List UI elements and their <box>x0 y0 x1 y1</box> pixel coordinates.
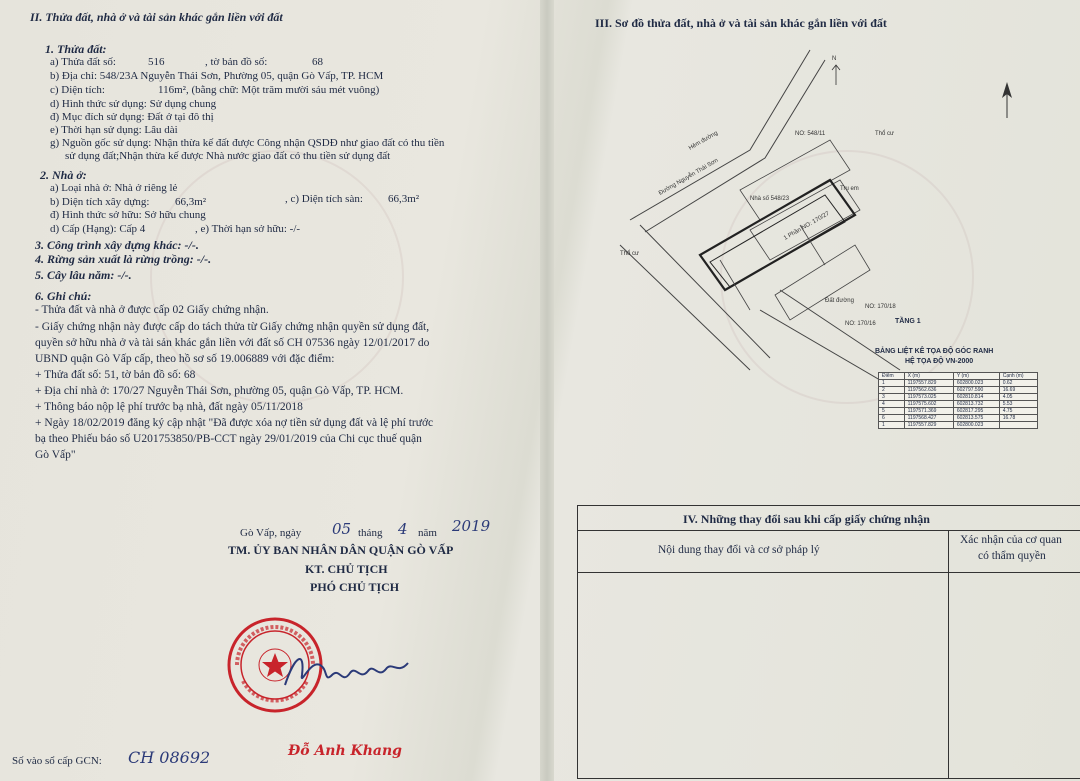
coord-header: X (m) <box>904 373 953 380</box>
area-text: 1 Phần NO: 170/27 <box>783 210 831 242</box>
table-cell: 1197562.636 <box>904 387 953 394</box>
site-plan <box>600 40 920 380</box>
house-heading: 2. Nhà ở: <box>40 168 87 182</box>
use-origin-1: g) Nguồn gốc sử dụng: Nhận thừa kế đất được Công nhận QSDĐ như giao đất có thu tiền <box>50 137 445 149</box>
table-row <box>879 422 1038 429</box>
table-row <box>879 387 1038 394</box>
utility-pole-label: Trụ em <box>840 186 859 192</box>
vice-chair-title: PHÓ CHỦ TỊCH <box>310 580 400 594</box>
alley-text: Hẻm đường <box>688 130 719 152</box>
table-cell: 2 <box>879 387 905 394</box>
table-cell: 16.78 <box>999 415 1037 422</box>
use-term: e) Thời hạn sử dụng: Lâu dài <box>50 124 178 136</box>
neighbor-label-1: Thổ cư <box>620 251 640 257</box>
table-cell: 4 <box>879 401 905 408</box>
neighbor-no-2: NO: 170/18 <box>865 304 896 310</box>
signature <box>280 645 420 695</box>
table-row <box>879 394 1038 401</box>
registry-label: Số vào sổ cấp GCN: <box>12 755 102 767</box>
ownership-form: đ) Hình thức sở hữu: Sở hữu chung <box>50 209 206 221</box>
section-3-title: III. Sơ đồ thửa đất, nhà ở và tài sản khác gắn liền với đất <box>595 16 887 30</box>
use-purpose: đ) Mục đích sử dụng: Đất ở tại đô thị <box>50 111 214 123</box>
note-3: + Thửa đất số: 51, tờ bản đồ số: 68 <box>35 369 196 381</box>
coord-header: Y (m) <box>953 373 999 380</box>
note-4: + Địa chỉ nhà ở: 170/27 Nguyễn Thái Sơn, phường 05, quận Gò Vấp, TP. HCM. <box>35 385 404 397</box>
neighbor-no-1: NO: 548/11 <box>795 131 826 137</box>
map-sheet-label: , tờ bản đồ số: <box>205 56 268 68</box>
registry-number: CH 08692 <box>128 748 211 767</box>
note-2c: UBND quận Gò Vấp cấp, theo hồ sơ số 19.006889 với đặc điểm: <box>35 353 335 365</box>
other-works: 3. Công trình xây dựng khác: -/-. <box>35 238 199 252</box>
signer-name: Đỗ Anh Khang <box>288 743 402 759</box>
note-1: - Thửa đất và nhà ở được cấp 02 Giấy chứng nhận. <box>35 304 269 316</box>
note-5: + Thông báo nộp lệ phí trước bạ nhà, đất ngày 05/11/2018 <box>35 401 303 413</box>
table-cell: 4.05 <box>999 394 1037 401</box>
build-area-value: 66,3m² <box>175 196 207 208</box>
column-divider <box>948 530 949 778</box>
table-cell: 1197568.427 <box>904 415 953 422</box>
watermark-left <box>150 150 404 404</box>
table-cell: 4.75 <box>999 408 1037 415</box>
authority-confirm-header-1: Xác nhận của cơ quan <box>960 534 1062 546</box>
floor-area-label: , c) Diện tích sàn: <box>285 193 363 205</box>
page-fold <box>540 0 554 781</box>
table-cell: 1197571.369 <box>904 408 953 415</box>
date-day: 05 <box>332 520 352 538</box>
address-line: b) Địa chỉ: 548/23A Nguyễn Thái Sơn, Phường 05, quận Gò Vấp, TP. HCM <box>50 70 384 82</box>
table-cell: 602800.023 <box>953 380 999 387</box>
coord-header: Cạnh (m) <box>999 373 1037 380</box>
coord-header-row <box>879 373 1038 380</box>
note-2b: quyền sở hữu nhà ở và tài sản khác gắn liền với đất số CH 07536 ngày 12/01/2017 do <box>35 337 430 349</box>
north-arrow-label: N <box>832 56 837 62</box>
note-2a: - Giấy chứng nhận này được cấp do tách thửa từ Giấy chứng nhận quyền sử dụng đất, <box>35 321 430 333</box>
parcel-number: 516 <box>148 56 165 68</box>
ditch-label: Đất đường <box>825 298 854 304</box>
map-sheet-number: 68 <box>312 56 323 68</box>
build-area-label: b) Diện tích xây dựng: <box>50 196 150 208</box>
authority-confirm-header-2: có thẩm quyền <box>978 550 1046 562</box>
table-row <box>879 415 1038 422</box>
ownership-term: , e) Thời hạn sở hữu: -/- <box>195 223 301 235</box>
parcel-label: Nhà số 548/23 <box>750 196 790 202</box>
notes-heading: 6. Ghi chú: <box>35 289 92 303</box>
date-prefix: Gò Vấp, ngày <box>240 527 302 539</box>
note-6b: bạ theo Phiếu báo số U201753850/PB-CCT ngày 29/01/2019 của Chi cục thuế quận <box>35 433 422 445</box>
table-cell: 602813.575 <box>953 415 999 422</box>
table-cell: 1 <box>879 380 905 387</box>
table-cell: 1197557.829 <box>904 380 953 387</box>
date-year: 2019 <box>452 517 491 535</box>
use-origin-2: sử dụng đất;Nhận thừa kế được Nhà nước giao đất có thu tiền sử dụng đất <box>65 150 391 162</box>
table-row <box>879 401 1038 408</box>
header-divider <box>578 572 1080 573</box>
coord-table-title-2: HỆ TỌA ĐỘ VN-2000 <box>905 358 974 365</box>
table-divider <box>578 530 1080 531</box>
on-behalf-chair: KT. CHỦ TỊCH <box>305 562 388 576</box>
neighbor-no-3: NO: 170/16 <box>845 321 876 327</box>
parcel-number-label: a) Thửa đất số: <box>50 56 116 68</box>
changes-table <box>577 505 1080 779</box>
table-cell: 5.53 <box>999 401 1037 408</box>
area-label: c) Diện tích: <box>50 84 105 96</box>
table-cell: 602800.023 <box>953 422 999 429</box>
house-grade: d) Cấp (Hạng): Cấp 4 <box>50 223 146 235</box>
note-6c: Gò Vấp" <box>35 449 76 461</box>
table-row <box>879 380 1038 387</box>
table-cell: 1197573.025 <box>904 394 953 401</box>
table-cell: 5 <box>879 408 905 415</box>
table-cell: 1 <box>879 422 905 429</box>
house-type: a) Loại nhà ở: Nhà ở riêng lẻ <box>50 182 178 194</box>
section-2-title: II. Thửa đất, nhà ở và tài sản khác gắn liền với đất <box>30 10 283 24</box>
table-cell: 16.69 <box>999 387 1037 394</box>
floor-label: TẦNG 1 <box>895 318 921 325</box>
table-row <box>879 408 1038 415</box>
date-month-label: tháng <box>358 527 383 539</box>
use-form: d) Hình thức sử dụng: Sử dụng chung <box>50 98 217 110</box>
table-cell: 1197575.602 <box>904 401 953 408</box>
date-month: 4 <box>398 520 408 538</box>
planted-forest: 4. Rừng sản xuất là rừng trồng: -/-. <box>35 252 212 266</box>
area-value: 116m², (bằng chữ: Một trăm mười sáu mét vuông) <box>158 84 380 96</box>
floor-area-value: 66,3m² <box>388 193 420 205</box>
table-cell: 602810.814 <box>953 394 999 401</box>
perennial-trees: 5. Cây lâu năm: -/-. <box>35 268 132 282</box>
table-cell <box>999 422 1037 429</box>
issuing-org: TM. ỦY BAN NHÂN DÂN QUẬN GÒ VẤP <box>228 543 454 557</box>
table-cell: 0.62 <box>999 380 1037 387</box>
change-content-header: Nội dung thay đổi và cơ sở pháp lý <box>658 544 820 556</box>
note-6a: + Ngày 18/02/2019 đăng ký cập nhật "Đã được xóa nợ tiền sử dụng đất và lệ phí trước <box>35 417 434 429</box>
land-heading: 1. Thửa đất: <box>45 42 107 56</box>
road-text: Đường Nguyễn Thái Sơn <box>658 157 720 197</box>
neighbor-label-2: Thổ cư <box>875 131 895 137</box>
table-cell: 6 <box>879 415 905 422</box>
coord-header: Điểm <box>879 373 905 380</box>
table-cell: 602817.295 <box>953 408 999 415</box>
date-year-label: năm <box>418 527 437 539</box>
table-cell: 1197557.829 <box>904 422 953 429</box>
section-4-title: IV. Những thay đổi sau khi cấp giấy chứng nhận <box>683 512 930 526</box>
table-cell: 602797.590 <box>953 387 999 394</box>
table-cell: 3 <box>879 394 905 401</box>
coordinate-table <box>878 372 1038 429</box>
table-cell: 602813.732 <box>953 401 999 408</box>
coord-table-title-1: BẢNG LIỆT KÊ TỌA ĐỘ GÓC RANH <box>875 348 994 355</box>
north-arrow-icon <box>1000 80 1014 120</box>
